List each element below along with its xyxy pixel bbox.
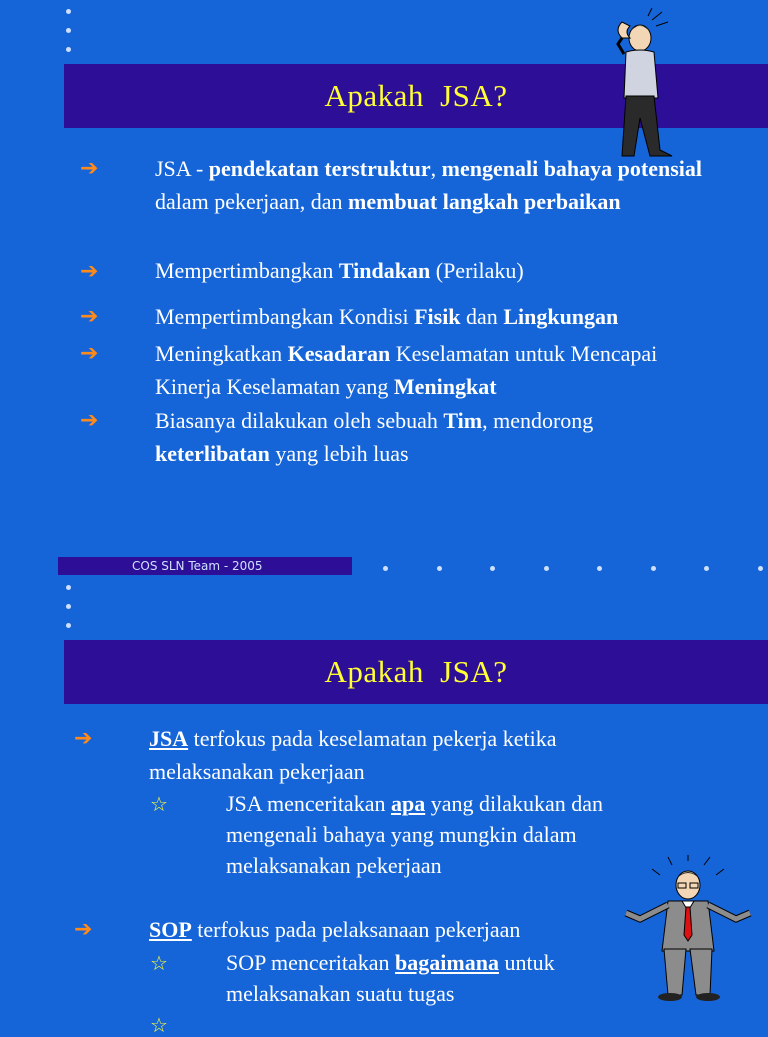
slide1-bullet-2: Mempertimbangkan Tindakan (Perilaku) <box>155 258 524 283</box>
star-outline-icon: ☆ <box>150 1013 168 1037</box>
arrow-right-icon: ➔ <box>80 408 99 433</box>
arrow-right-icon: ➔ <box>80 304 99 329</box>
slide1-footer <box>58 557 352 575</box>
slide2-item-jsa: JSA terfokus pada keselamatan pekerja ketika melaksanakan pekerjaan <box>149 726 557 784</box>
slide1-bullet-4: Meningkatkan Kesadaran Keselamatan untuk Mencapai Kinerja Keselamatan yang Meningkat <box>155 341 658 399</box>
slide1-title: Apakah JSA? <box>324 78 508 113</box>
star-outline-icon: ☆ <box>150 951 168 975</box>
slide2-sub-jsa: JSA menceritakan apa yang dilakukan dan mengenali bahaya yang mungkin dalam melaksanakan pekerjaan <box>226 791 604 878</box>
shrugging-man-illustration <box>620 855 760 1005</box>
arrow-right-icon: ➔ <box>80 341 99 366</box>
arrow-right-icon: ➔ <box>80 259 99 284</box>
slide2-title: Apakah JSA? <box>324 654 508 689</box>
slide1-bullet-3: Mempertimbangkan Kondisi Fisik dan Lingkungan <box>155 304 619 329</box>
arrow-right-icon: ➔ <box>74 917 93 942</box>
footer-text: COS SLN Team - 2005 <box>132 559 263 573</box>
slide1-bullet-1: JSA - pendekatan terstruktur, mengenali bahaya potensial dalam pekerjaan, dan membuat langkah perbaikan <box>155 156 703 214</box>
slide2-sub-sop: SOP menceritakan bagaimana untuk melaksanakan suatu tugas <box>226 950 555 1006</box>
arrow-right-icon: ➔ <box>80 156 99 181</box>
arrow-right-icon: ➔ <box>74 726 93 751</box>
star-outline-icon: ☆ <box>150 792 168 816</box>
decorative-dots-top <box>66 9 72 66</box>
slide1-bullet-5: Biasanya dilakukan oleh sebuah Tim, mendorong keterlibatan yang lebih luas <box>155 408 594 466</box>
thinking-man-illustration <box>600 8 680 158</box>
decorative-dots-horizontal <box>383 566 763 571</box>
slide2-title-bar <box>64 640 768 704</box>
decorative-dots-slide2 <box>66 585 72 642</box>
slide2-item-sop: SOP terfokus pada pelaksanaan pekerjaan <box>149 917 521 942</box>
